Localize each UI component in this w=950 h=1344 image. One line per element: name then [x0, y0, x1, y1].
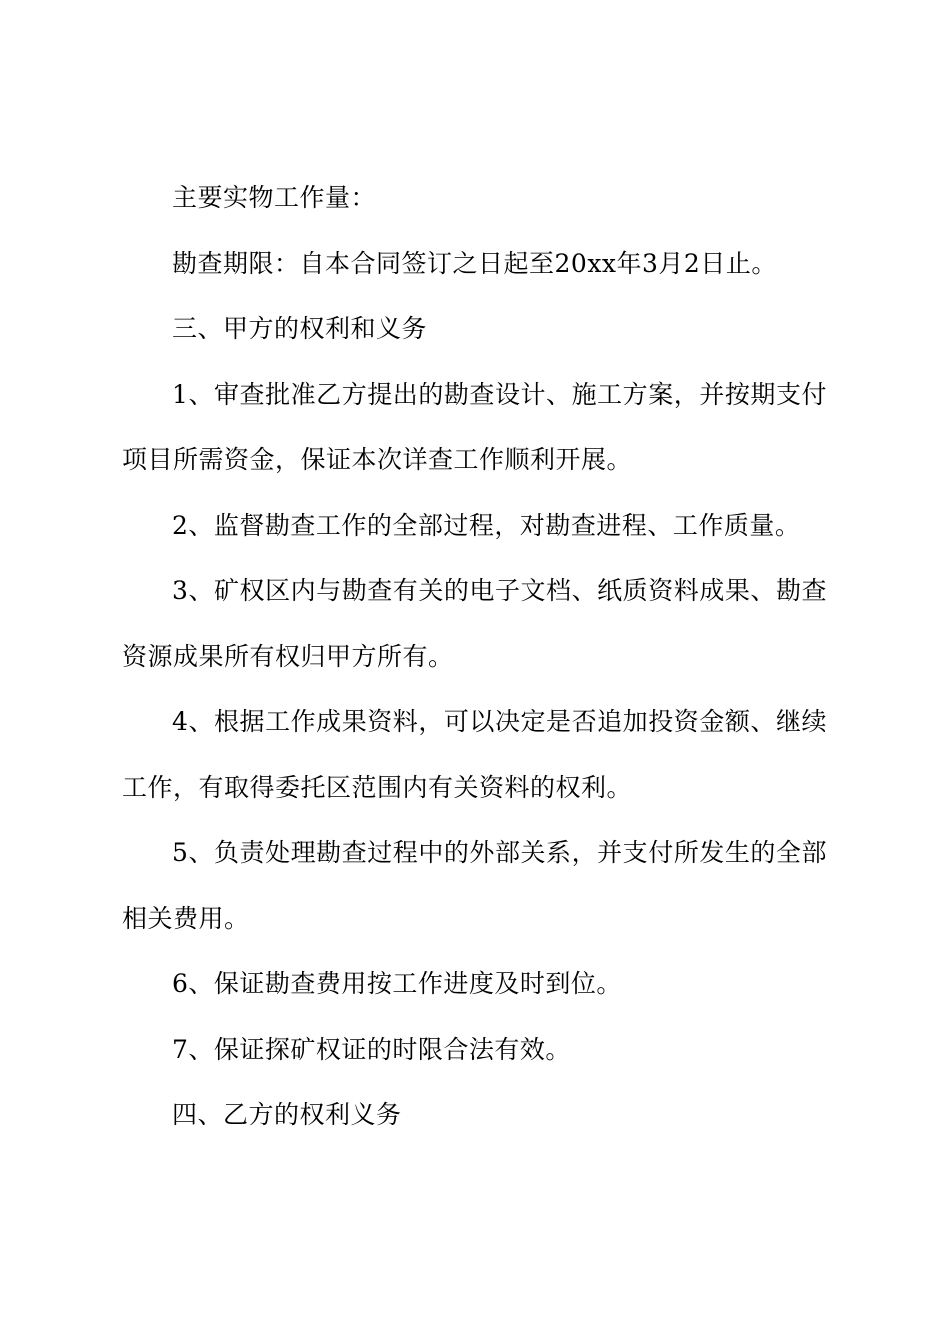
paragraph-item-6: 6、保证勘查费用按工作进度及时到位。	[172, 969, 622, 998]
paragraph-main-workload: 主要实物工作量：	[172, 183, 377, 212]
section-heading-party-a: 三、甲方的权利和义务	[172, 314, 428, 343]
document-body	[122, 165, 827, 1148]
section-heading-party-b: 四、乙方的权利义务	[172, 1100, 402, 1129]
paragraph-item-7: 7、保证探矿权证的时限合法有效。	[172, 1034, 571, 1064]
paragraph-item-5: 5、负责处理勘查过程中的外部关系，并支付所发生的全部相关费用。	[122, 838, 827, 933]
paragraph-item-2: 2、监督勘查工作的全部过程，对勘查进程、工作质量。	[172, 510, 801, 540]
paragraph-item-4: 4、根据工作成果资料，可以决定是否追加投资金额、继续工作，有取得委托区范围内有关资料的权利。	[122, 707, 827, 802]
paragraph-survey-period: 勘查期限：自本合同签订之日起至20xx年3月2日止。	[172, 248, 777, 278]
paragraph-item-3: 3、矿权区内与勘查有关的电子文档、纸质资料成果、勘查资源成果所有权归甲方所有。	[122, 576, 827, 671]
paragraph-item-1: 1、审查批准乙方提出的勘查设计、施工方案，并按期支付项目所需资金，保证本次详查工作顺利开展。	[122, 379, 827, 474]
